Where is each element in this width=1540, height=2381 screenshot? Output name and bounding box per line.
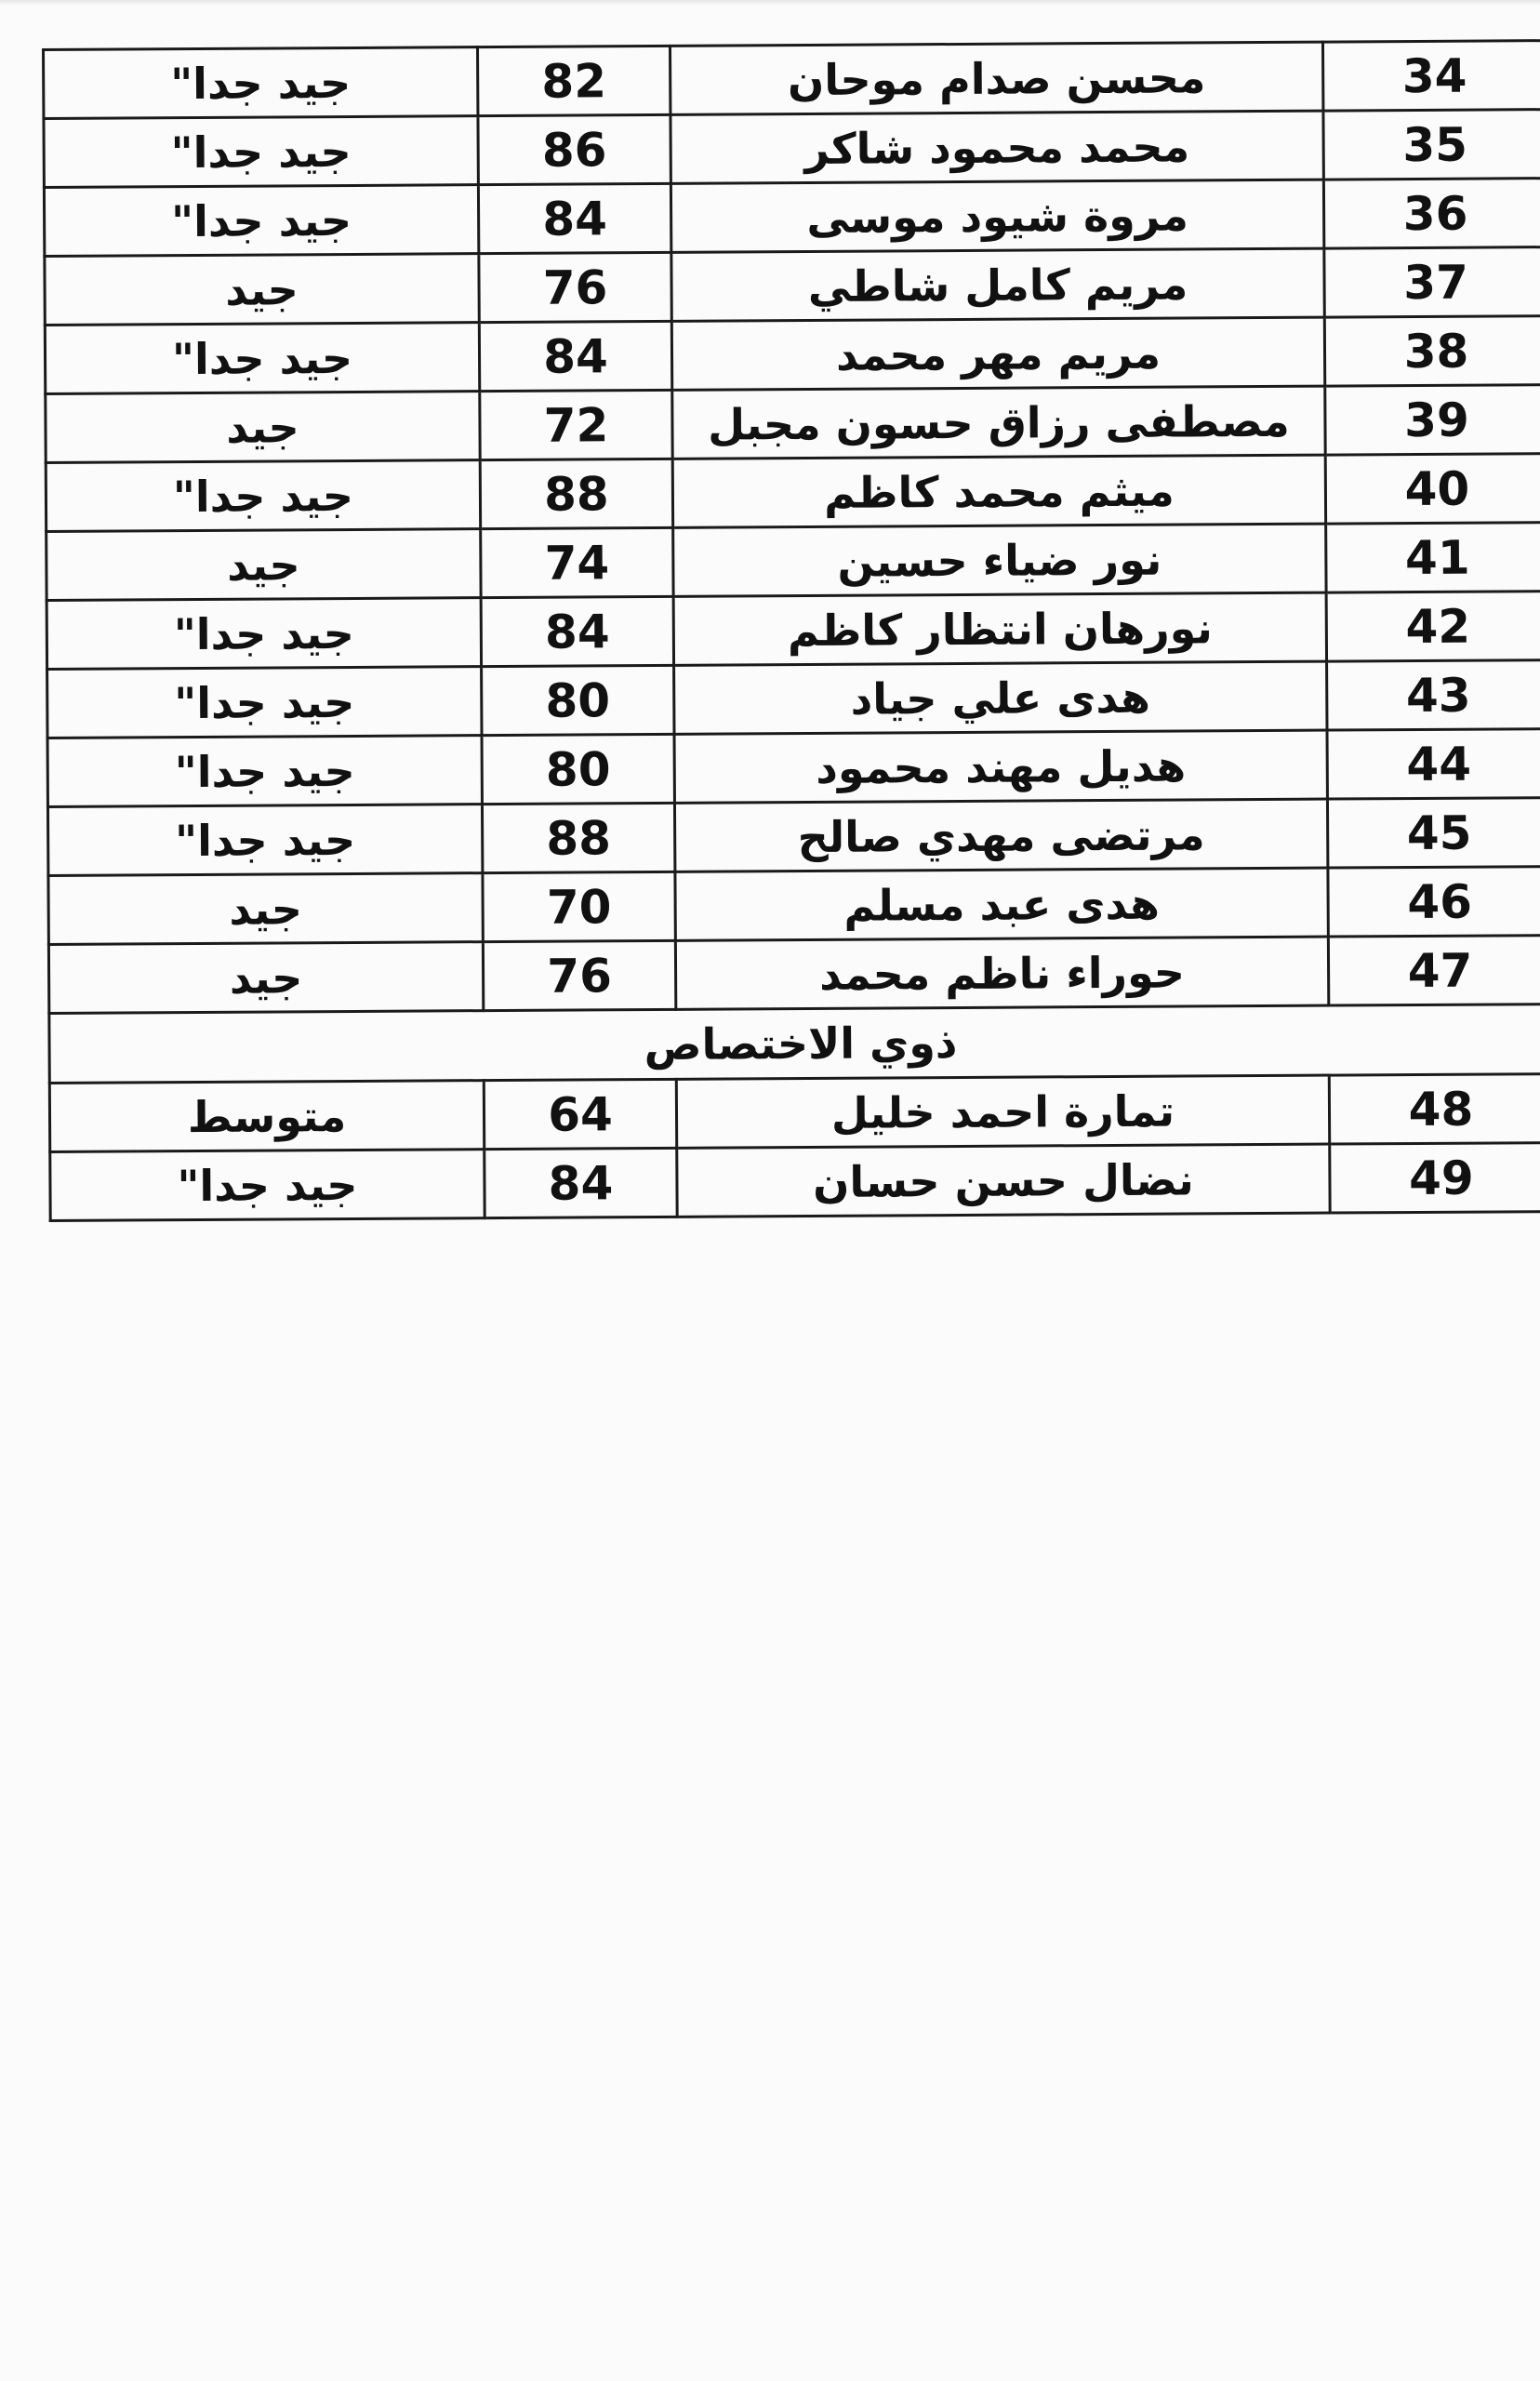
student-name-text: هدى علي جياد (850, 672, 1151, 725)
row-number-cell (1327, 798, 1540, 868)
score-cell (484, 1079, 676, 1149)
grade-cell (46, 598, 481, 670)
score-text: 88 (543, 466, 609, 522)
row-number-cell (1323, 179, 1540, 248)
score-cell (483, 940, 675, 1010)
table-row (48, 867, 1540, 945)
row-number-text: 41 (1404, 530, 1470, 585)
grade-text: جيد (226, 539, 300, 591)
row-number-text: 39 (1403, 392, 1469, 447)
row-number-text: 36 (1402, 186, 1468, 241)
row-number-cell (1327, 729, 1540, 799)
grade-cell (44, 47, 478, 119)
student-name-cell (670, 111, 1323, 183)
grade-cell (46, 529, 481, 601)
score-text: 84 (542, 191, 608, 246)
grade-text: جيد جدا" (174, 676, 355, 728)
grade-cell (47, 667, 482, 738)
grade-text: جيد جدا" (175, 814, 356, 866)
score-text: 80 (545, 741, 611, 797)
table-row (46, 523, 1540, 601)
student-name-text: نورهان انتظار كاظم (787, 602, 1213, 656)
grade-text: جيد جدا" (170, 57, 352, 109)
score-cell (482, 665, 674, 735)
section-title: ذوي الاختصاص (49, 1004, 1540, 1084)
student-name-cell (676, 1075, 1329, 1148)
row-number-cell (1324, 247, 1540, 317)
grade-cell (50, 1150, 485, 1221)
row-number-cell (1329, 1074, 1540, 1144)
score-text: 88 (546, 810, 612, 866)
table-row (50, 1143, 1540, 1221)
table-row (44, 179, 1540, 257)
table-row (49, 1074, 1540, 1152)
row-number-text: 46 (1407, 874, 1473, 929)
grade-cell (44, 185, 478, 257)
row-number-text: 42 (1405, 599, 1471, 654)
student-name-cell (673, 524, 1326, 596)
score-cell (480, 390, 672, 459)
student-name-cell (673, 592, 1326, 665)
grade-cell (49, 1081, 484, 1152)
row-number-text: 45 (1406, 805, 1472, 860)
score-text: 76 (547, 948, 613, 1004)
grade-text: جيد جدا" (174, 745, 355, 797)
student-name-cell (674, 799, 1327, 871)
row-number-text: 43 (1405, 668, 1471, 723)
row-number-text: 35 (1402, 117, 1468, 172)
table-row (46, 592, 1540, 670)
student-name-text: مرتضى مهدي صالح (797, 808, 1205, 862)
page-top-edge (0, 0, 1540, 6)
score-text: 84 (544, 604, 610, 659)
student-name-cell (674, 661, 1327, 734)
grade-text: جيد جدا" (171, 332, 353, 384)
grade-cell (46, 460, 480, 532)
grade-cell (47, 805, 482, 876)
row-number-text: 49 (1408, 1151, 1474, 1205)
grade-cell (47, 736, 482, 807)
student-name-text: مريم مهر محمد (835, 327, 1162, 380)
row-number-cell (1325, 454, 1540, 524)
row-number-cell (1326, 592, 1540, 661)
grade-text: جيد جدا" (173, 607, 354, 659)
score-text: 80 (545, 672, 611, 728)
score-cell (478, 46, 670, 115)
score-text: 74 (544, 535, 610, 591)
grade-cell (45, 323, 479, 394)
row-number-cell (1330, 1143, 1540, 1213)
score-cell (483, 871, 675, 941)
table-row (44, 110, 1540, 188)
student-name-text: محسن صدام موحان (787, 51, 1206, 105)
grade-text: جيد جدا" (170, 126, 352, 178)
score-cell (485, 1148, 677, 1217)
student-name-cell (671, 317, 1324, 390)
score-text: 70 (546, 879, 612, 935)
grade-text: جيد جدا" (177, 1159, 358, 1211)
student-name-text: حوراء ناظم محمد (819, 947, 1186, 1000)
row-number-text: 40 (1404, 461, 1470, 516)
student-name-text: مصطفى رزاق حسون مجبل (707, 395, 1290, 450)
student-name-cell (672, 455, 1325, 527)
table-row (45, 316, 1540, 394)
section-header (49, 1004, 1540, 1084)
score-cell (480, 459, 672, 528)
row-number-text: 34 (1401, 48, 1467, 103)
grade-text: جيد (229, 883, 303, 935)
row-number-cell (1325, 385, 1540, 455)
section-table-body (49, 1074, 1540, 1221)
score-cell (479, 321, 671, 391)
student-name-cell (672, 386, 1325, 459)
student-name-text: محمد محمود شاكر (804, 120, 1190, 174)
student-name-text: نور ضياء حسين (837, 534, 1162, 587)
grade-text: متوسط (187, 1090, 347, 1142)
row-number-cell (1322, 41, 1540, 111)
score-text: 82 (541, 53, 607, 109)
score-text: 84 (543, 328, 609, 384)
score-cell (481, 527, 673, 597)
score-cell (479, 252, 671, 322)
table-row (47, 798, 1540, 876)
grade-text: جيد (226, 401, 299, 453)
table-row (44, 41, 1540, 119)
grade-cell (48, 873, 483, 945)
score-cell (481, 596, 673, 666)
student-name-text: هدى عبد مسلم (843, 878, 1161, 931)
row-number-text: 38 (1403, 324, 1469, 379)
student-name-text: هديل مهند محمود (816, 740, 1187, 793)
grade-cell (48, 942, 483, 1014)
table-row (46, 454, 1540, 532)
score-cell (482, 803, 674, 872)
student-name-cell (674, 730, 1327, 803)
score-cell (478, 183, 670, 253)
row-number-text: 37 (1403, 255, 1469, 310)
row-number-cell (1323, 110, 1540, 180)
grades-table (42, 39, 1540, 1222)
grades-table-body (44, 41, 1540, 1014)
row-number-text: 44 (1406, 737, 1472, 791)
grade-text: جيد جدا" (172, 470, 354, 522)
row-number-cell (1327, 660, 1540, 730)
grade-text: جيد (225, 263, 299, 315)
row-number-text: 48 (1408, 1082, 1474, 1137)
score-text: 86 (541, 122, 607, 178)
student-name-cell (675, 937, 1328, 1009)
section-row (49, 1004, 1540, 1084)
grade-text: جيد جدا" (170, 194, 352, 246)
grade-cell (45, 254, 479, 326)
row-number-text: 47 (1407, 943, 1473, 998)
grade-cell (46, 392, 480, 463)
grade-cell (44, 116, 478, 188)
student-name-cell (670, 42, 1322, 114)
student-name-cell (675, 868, 1328, 940)
row-number-cell (1326, 523, 1540, 592)
table-row (47, 660, 1540, 738)
table-row (46, 385, 1540, 463)
score-text: 84 (548, 1155, 614, 1211)
student-name-text: نضال حسن حسان (812, 1153, 1194, 1207)
student-name-cell (677, 1144, 1330, 1217)
score-text: 72 (543, 397, 609, 453)
row-number-cell (1324, 316, 1540, 386)
table-row (48, 936, 1540, 1014)
row-number-cell (1328, 936, 1540, 1005)
student-name-text: تمارة احمد خليل (830, 1085, 1175, 1138)
grade-text: جيد (229, 951, 303, 1004)
student-name-text: ميثم محمد كاظم (823, 465, 1175, 518)
student-name-cell (671, 248, 1324, 321)
table-row (47, 729, 1540, 807)
row-number-cell (1328, 867, 1540, 937)
table-row (45, 247, 1540, 326)
score-text: 64 (548, 1086, 613, 1142)
student-name-cell (670, 180, 1323, 252)
score-cell (482, 734, 674, 804)
student-name-text: مروة شيود موسى (806, 189, 1188, 243)
score-cell (478, 114, 670, 184)
student-name-text: مريم كامل شاطي (807, 258, 1188, 312)
score-text: 76 (542, 259, 608, 315)
